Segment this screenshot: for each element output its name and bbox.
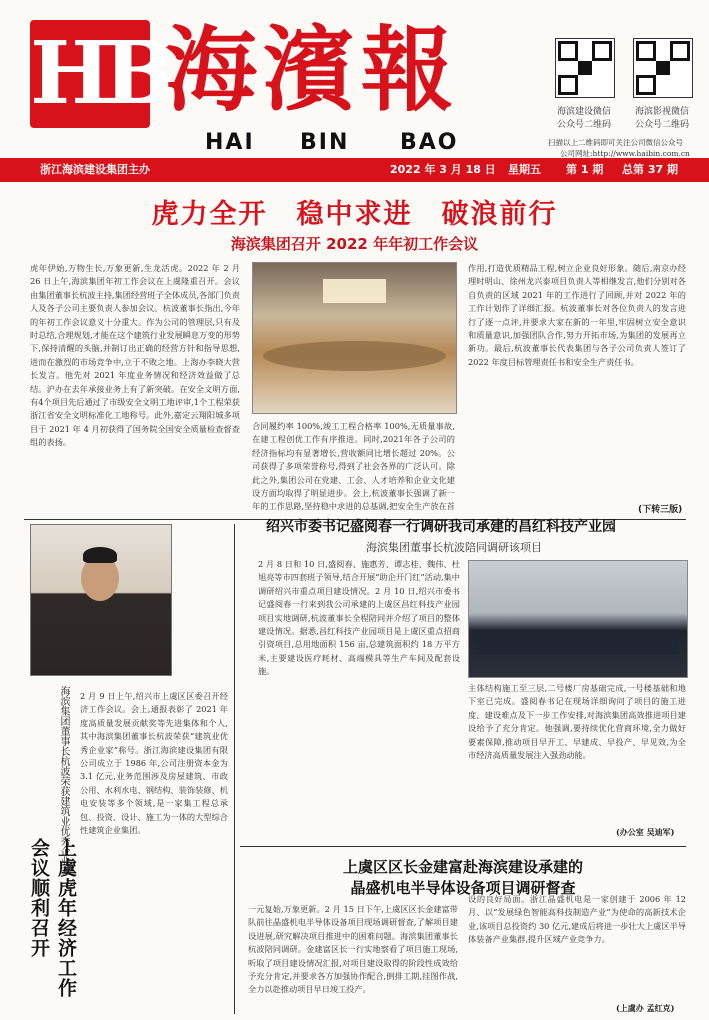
lead-col3: 作用,打造优质精品工程,树立企业良好形象。随后,南京办经理时明山、徐州龙兴泰项目负责人等相继发言,他们分别对各自负责的区域 2021 年的工作进行了回顾,并对 2022 年的工作计划作了详细汇报。杭波董事长对各位负责人的发言进行了逐一点评,并要求大家在新的一年里,牢固树立安全意识和质量意识,加强团队合作,努力开拓市场,为集团的发展再立新功。最后,杭波董事长代表集团与各子公司负责人签订了 2022 年度目标管理责任书和安全生产责任书。 [468, 263, 686, 367]
sponsor-text: 浙江海滨建设集团主办 [40, 163, 150, 176]
story3-headline-1: 上虞区区长金建富赴海滨建设承建的 [342, 858, 583, 876]
story2-headline: 绍兴市委书记盛阅春一行调研我司承建的昌红科技产业园 [266, 519, 616, 535]
story3-col1: 一元复始,万象更新。2 月 15 日下午,上虞区区长金建富带队前往晶盛机电半导体设备项目现场调研督查,了解项目建设进展,研究解决项目推进中的困难问题。海滨集团董事长杭波陪同调研。金建富区长一行实地察看了项目施工现场,听取了项目建设情况汇报,对项目建设取得的阶段性成效给予充分肯定,并要求各方加强协作配合,倒排工期,挂图作战,全力以赴推动项目早日竣工投产。 [248, 904, 458, 995]
qr-label: 海滨影视微信 公众号二维码 [634, 107, 689, 130]
qr-code-icon[interactable] [633, 38, 693, 98]
website[interactable]: 公司网址:http://www.haibin.com.cn [560, 149, 690, 158]
lead-headline: 虎力全开 稳中求进 破浪前行 [151, 199, 558, 230]
qr-code-icon[interactable] [555, 38, 615, 98]
story3-col2: 设的良好局面。浙江晶盛机电是一家创建于 2006 年 12 月、以“发展绿色智能高科技制造产业”为使命的高新技术企业,该项目总投资约 30 亿元,建成后将进一步壮大上虞区半导体装备产业集群,提升区域产业竞争力。 [468, 894, 686, 945]
lead-subtitle: 海滨集团召开 2022 年年初工作会议 [230, 235, 479, 253]
story2-subtitle: 海滨集团董事长杭波陪同调研该项目 [366, 541, 542, 554]
story3-headline-2: 晶盛机电半导体设备项目调研督查 [350, 879, 576, 897]
issue-number: 第 1 期 [566, 163, 604, 176]
story2-col1: 2 月 8 日和 10 日,盛阅春、施惠芳、谭志桂、魏伟、杜旭亮等市四套班子领导,结合开展“助企开门红”活动,集中调研绍兴市重点项目建设情况。2 月 10 日,绍兴市委书记盛阅春一行来到我公司承建的上虞区昌红科技产业园项目实地调研,杭波董事长全程陪同并介绍了项目的整体建设情况。据悉,昌红科技产业园项目是上虞区重点招商引资项目,总用地面积 156 亩,总建筑面积约 18 万平方米,主要建设医疗耗材、高端模具等生产车间及配套设施。 [258, 559, 460, 677]
qr-label: 海滨建设微信 公众号二维码 [556, 107, 611, 130]
issue-weekday: 星期五 [508, 163, 541, 176]
lead-col2: 合同履约率 100%,竣工工程合格率 100%,无质量事故,在建工程创优工作有序推进。同时,2021年各子公司的经济指标均有显著增长,营收额同比增长超过 20%。公司获得了多项荣誉称号,得到了社会各界的广泛认可。除此之外,集团公司在党建、工会、人才培养和企业文化建设方面均取得了明显进步。会上,杭波董事长强调了新一年的工作思路,坚持稳中求进的总基调,把安全生产放在首 [252, 421, 455, 512]
paper-name: 海濱報 [165, 16, 460, 124]
portrait-photo [30, 524, 172, 676]
section-divider [240, 846, 686, 847]
vertical-headline: 上虞虎年经济工作会议顺利召开 [28, 838, 77, 998]
vertical-subtitle: 海滨集团董事长杭波荣获建筑业优秀企业家 [58, 686, 69, 876]
story3-byline: (上虞办 孟红克) [616, 1003, 675, 1013]
qr-note: 扫描以上二维码即可关注公司微信公众号 [548, 138, 683, 147]
column-divider [234, 524, 235, 1014]
meeting-photo [252, 262, 457, 414]
issue-date: 2022 年 3 月 18 日 [390, 163, 496, 176]
story2-col2: 主体结构施工至三层,二号楼厂房基础完成,一号楼基础和地下室已完成。盛阅春书记在现场详细询问了项目的施工进度、建设难点及下一步工作安排,对海滨集团高效推进项目建设给予了充分肯定。他强调,要持续优化营商环境,全力做好要素保障,推动项目早开工、早建成、早投产、早见效,为全市经济高质量发展注入强劲动能。 [468, 683, 686, 761]
story2-left-col: 2 月 9 日上午,绍兴市上虞区区委召开经济工作会议。会上,通报表彰了 2021 年度高质量发展贡献奖等先进集体和个人,其中海滨集团董事长杭波荣获“建筑业优秀企业家”称号。浙江海滨建设集团有限公司成立于 1986 年,公司注册资本金为 3.1 亿元,业务范围涉及房屋建筑、市政公用、水利水电、钢结构、装饰装修、机电安装等多个领域,是一家集工程总承包、投资、设计、施工为一体的大型综合性建筑企业集团。 [80, 691, 228, 836]
pinyin-bin: BIN [300, 130, 350, 155]
visit-photo [468, 560, 688, 678]
story2-col1b [258, 742, 460, 850]
pinyin-bao: BAO [400, 130, 459, 155]
issue-total: 总第 37 期 [622, 163, 678, 176]
story2-byline: (办公室 吴迪军) [616, 827, 675, 837]
haibin-logo: HB [30, 20, 150, 128]
continued-note: (下转三版) [638, 505, 683, 515]
pinyin-hai: HAI [205, 130, 255, 155]
lead-col1: 虎年伊始,万物生长,万象更新,生龙活虎。2022 年 2 月 26 日上午,海滨集团年初工作会议在上虞隆重召开。会议由集团董事长杭波主持,集团经营班子全体成员,各部门负责人及各子公司主要负责人参加会议。杭波董事长指出,今年的年初工作会议意义十分重大。作为公司的管理层,只有及时总结,合理规划,才能在这个建筑行业发展瞬息万变的形势下,保持清醒的头脑,并制订出正确的经营方针和指导思想,进而在激烈的市场竞争中,立于不败之地。上海办李晓大营长发言。他先对 2021 年度业务情况和经济效益做了总结。沪办在去年承接业务上有了新突破。在安全文明方面,有4个项目先后通过了市级安全文明工地评审,1个工程荣获浙江省安全文明标准化工地称号。此外,嘉定云翔阳城多项目于 2021 年 4 月初获得了国务院全国安全质量检查督查组的表扬。 [30, 263, 240, 448]
